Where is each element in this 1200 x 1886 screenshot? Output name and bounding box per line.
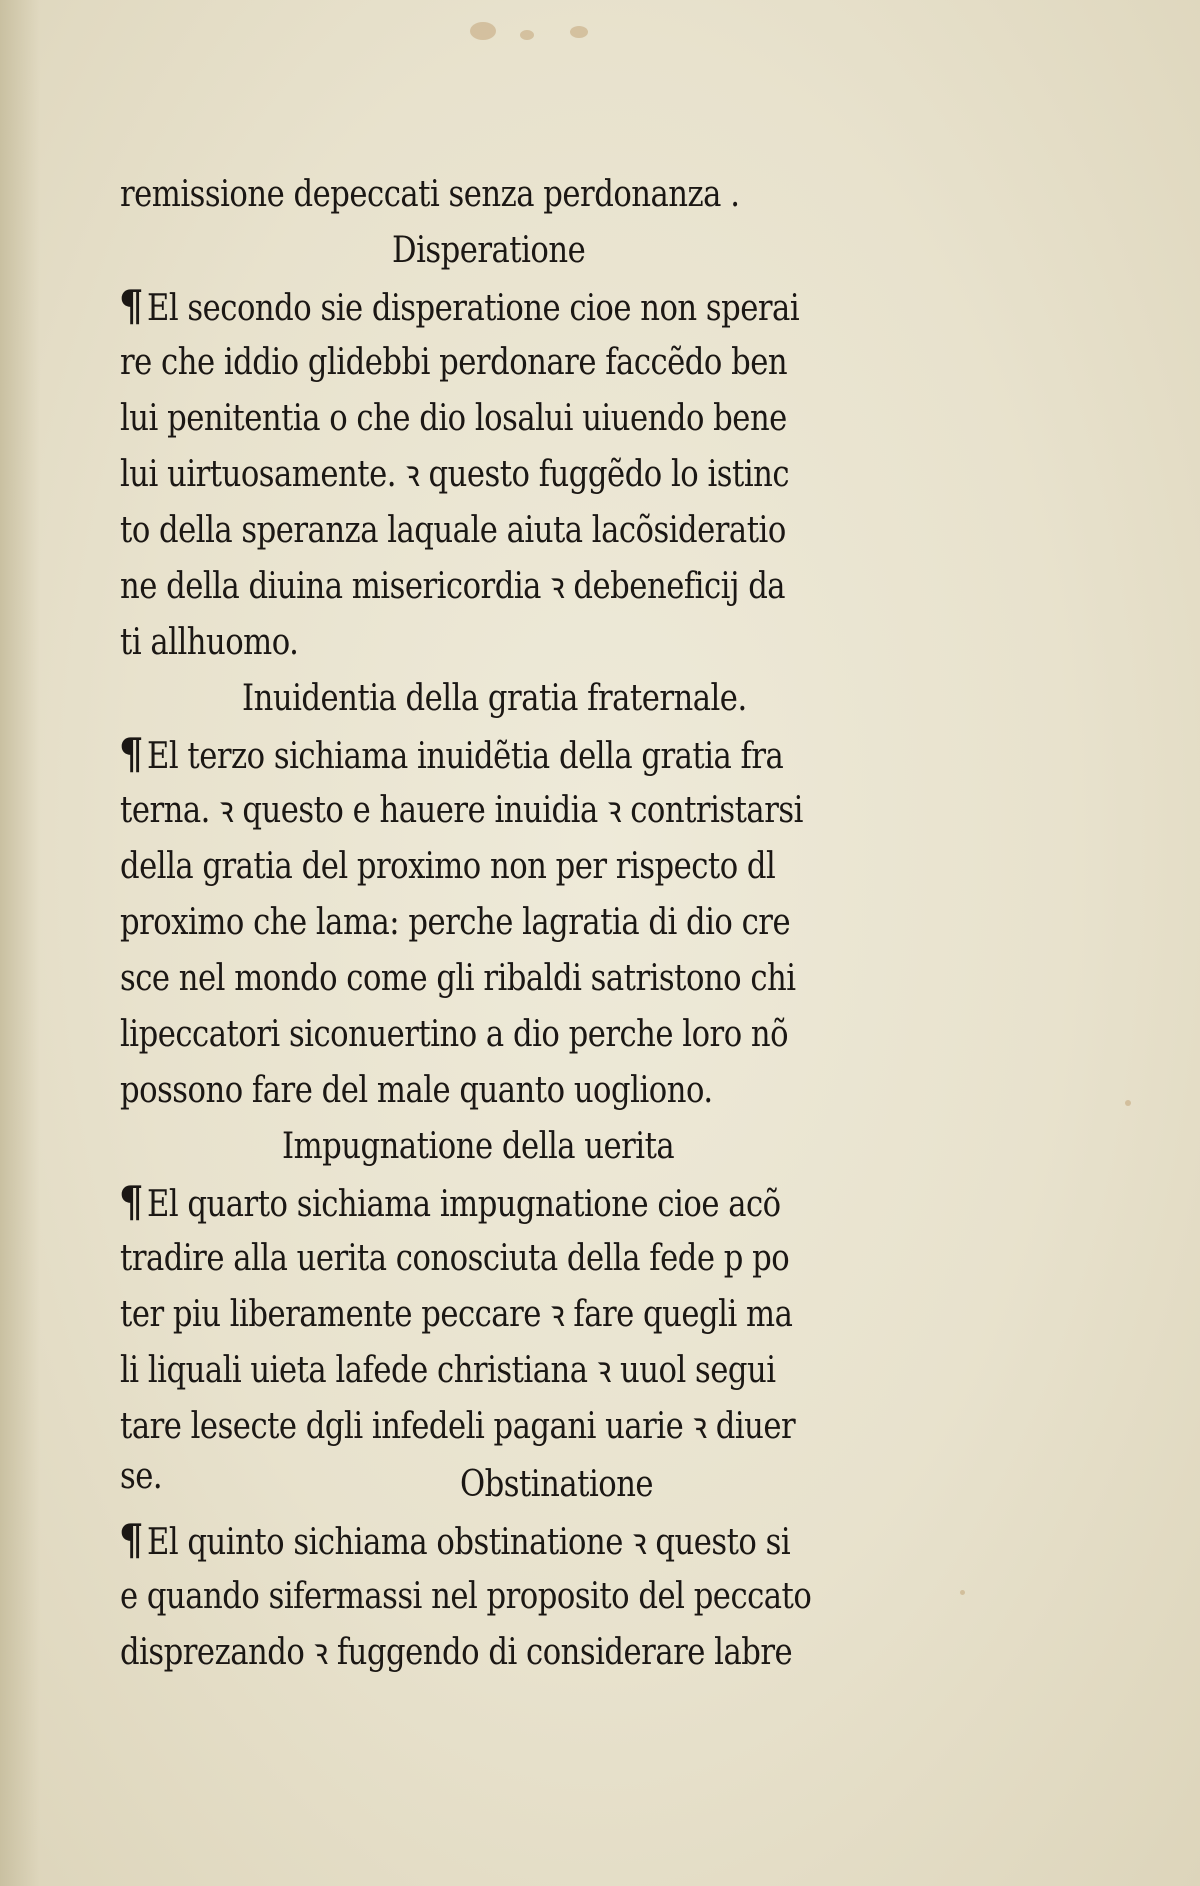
text-line: della gratia del proximo non per rispecto dl — [120, 844, 776, 887]
text-line: ter piu liberamente peccare ꝛ fare quegli ma — [120, 1292, 793, 1335]
text-line: ¶ El terzo sichiama inuidẽtia della gratia fra — [118, 729, 784, 778]
section-heading: Impugnatione della uerita — [282, 1124, 675, 1167]
foxing-stain — [1125, 1100, 1131, 1106]
foxing-stain — [470, 22, 496, 40]
section-heading: Disperatione — [392, 228, 586, 271]
text-line: li liquali uieta lafede christiana ꝛ uuol segui — [120, 1348, 776, 1391]
text-line: tare lesecte dgli infedeli pagani uarie ꝛ diuer — [120, 1404, 796, 1447]
text-line: ne della diuina misericordia ꝛ debeneficij da — [120, 564, 786, 607]
foxing-stain — [520, 30, 534, 40]
page-gutter-shadow — [0, 0, 40, 1886]
text-line: lui uirtuosamente. ꝛ questo fuggẽdo lo istinc — [120, 452, 790, 495]
text-line: possono fare del male quanto uogliono. — [120, 1068, 713, 1111]
text-line: ¶ El quinto sichiama obstinatione ꝛ questo si — [118, 1515, 791, 1564]
text-line: ¶ El secondo sie disperatione cioe non sperai — [118, 281, 800, 330]
text-line: se. — [120, 1454, 163, 1497]
foxing-stain — [960, 1590, 965, 1595]
text-line: e quando sifermassi nel proposito del peccato — [120, 1574, 812, 1617]
pilcrow-icon: ¶ — [118, 281, 144, 330]
pilcrow-icon: ¶ — [118, 1515, 144, 1564]
text-line: ¶ El quarto sichiama impugnatione cioe acõ — [118, 1177, 781, 1226]
foxing-stain — [570, 26, 588, 38]
text-line: remissione depeccati senza perdonanza . — [120, 172, 740, 215]
pilcrow-icon: ¶ — [118, 1177, 144, 1226]
text-line: lui penitentia o che dio losalui uiuendo bene — [120, 396, 787, 439]
text-line: ti allhuomo. — [120, 620, 299, 663]
text-line: lipeccatori siconuertino a dio perche loro nõ — [120, 1012, 789, 1055]
text-line: disprezando ꝛ fuggendo di considerare labre — [120, 1630, 793, 1673]
text-line: tradire alla uerita conosciuta della fede p po — [120, 1236, 790, 1279]
section-heading: Inuidentia della gratia fraternale. — [242, 676, 747, 719]
pilcrow-icon: ¶ — [118, 729, 144, 778]
text-line: re che iddio glidebbi perdonare faccẽdo ben — [120, 340, 788, 383]
text-line: proximo che lama: perche lagratia di dio cre — [120, 900, 791, 943]
text-line: terna. ꝛ questo e hauere inuidia ꝛ contristarsi — [120, 788, 803, 831]
section-heading: Obstinatione — [460, 1462, 654, 1505]
text-line: to della speranza laquale aiuta lacõsideratio — [120, 508, 786, 551]
text-line: sce nel mondo come gli ribaldi satristono chi — [120, 956, 796, 999]
